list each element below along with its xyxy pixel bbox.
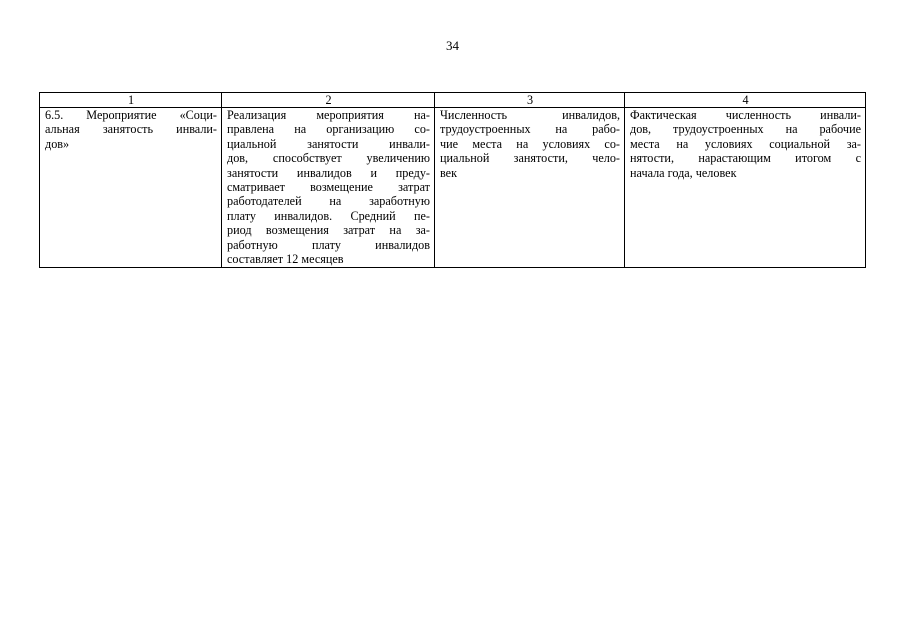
cell-line: Численность инвалидов,	[440, 108, 620, 122]
column-header-1: 1	[40, 93, 222, 108]
cell-line: дов, способствует увеличению	[227, 151, 430, 166]
cell-line: правлена на организацию со-	[227, 122, 430, 137]
table-row	[40, 108, 866, 268]
cell-line: трудоустроенных на рабо-	[440, 122, 620, 137]
cell-line: альная занятость инвали-	[45, 122, 217, 137]
cell-activity-description	[222, 108, 435, 268]
cell-line: риод возмещения затрат на за-	[227, 223, 430, 238]
cell-line: циальной занятости инвали-	[227, 136, 430, 151]
cell-line: нятости, нарастающим итогом с	[630, 151, 861, 166]
cell-line: работную плату инвалидов	[227, 237, 430, 252]
cell-line: дов»	[45, 136, 70, 151]
cell-line: плату инвалидов. Средний пе-	[227, 208, 430, 223]
page-number: 34	[446, 38, 459, 53]
indicators-table	[39, 92, 866, 268]
cell-line: занятости инвалидов и преду-	[227, 165, 430, 180]
cell-line: дов, трудоустроенных на рабочие	[630, 122, 861, 137]
cell-line: работодателей на заработную	[227, 194, 430, 209]
cell-line: чие места на условиях со-	[440, 136, 620, 151]
cell-indicator-name	[435, 108, 625, 268]
cell-line: век	[440, 165, 458, 180]
cell-line: начала года, человек	[630, 165, 737, 180]
column-header-3: 3	[435, 93, 625, 108]
cell-line: сматривает возмещение затрат	[227, 180, 430, 195]
cell-line: Фактическая численность инвали-	[630, 108, 861, 122]
cell-line: составляет 12 месяцев	[227, 252, 344, 267]
column-header-2: 2	[222, 93, 435, 108]
cell-line: циальной занятости, чело-	[440, 151, 620, 166]
column-header-4: 4	[625, 93, 866, 108]
cell-line: 6.5. Мероприятие «Соци-	[45, 108, 217, 122]
cell-line: Реализация мероприятия на-	[227, 108, 430, 122]
cell-activity-name	[40, 108, 222, 268]
cell-line: места на условиях социальной за-	[630, 136, 861, 151]
cell-indicator-calculation	[625, 108, 866, 268]
table-header-row	[40, 93, 866, 108]
